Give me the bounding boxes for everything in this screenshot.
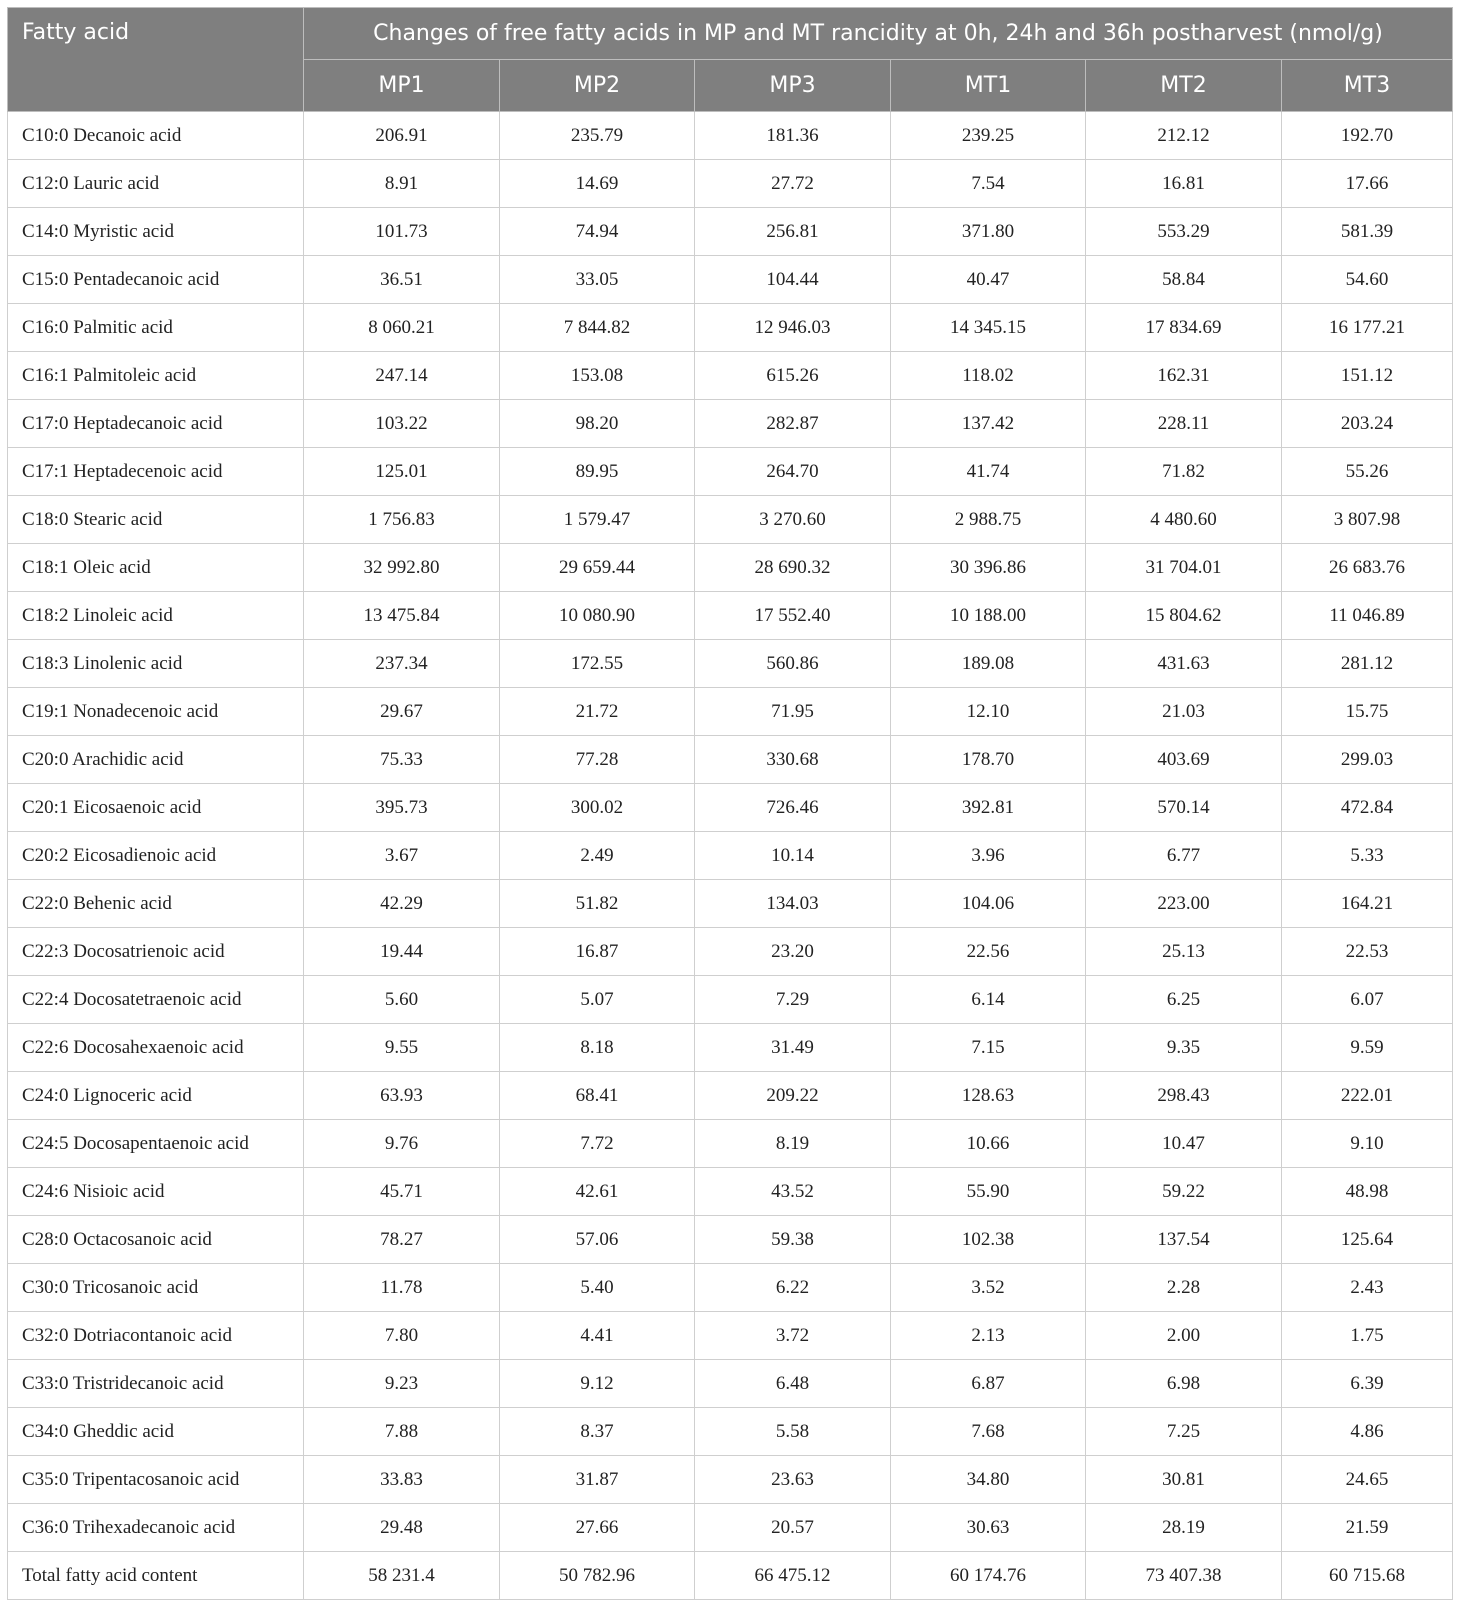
- column-header-mt1: MT1: [891, 60, 1086, 112]
- value-cell-mt3: 48.98: [1282, 1168, 1453, 1216]
- value-cell-mt2: 28.19: [1086, 1504, 1282, 1552]
- fatty-acid-name: C28:0 Octacosanoic acid: [8, 1216, 304, 1264]
- value-cell-mt1: 30 396.86: [891, 544, 1086, 592]
- fatty-acid-name: C18:3 Linolenic acid: [8, 640, 304, 688]
- value-cell-mp2: 27.66: [500, 1504, 695, 1552]
- value-cell-mt1: 7.54: [891, 160, 1086, 208]
- value-cell-mp1: 7.80: [304, 1312, 500, 1360]
- table-row: [8, 832, 1453, 880]
- value-cell-mp3: 28 690.32: [695, 544, 891, 592]
- value-cell-mt2: 25.13: [1086, 928, 1282, 976]
- value-cell-mt3: 11 046.89: [1282, 592, 1453, 640]
- value-cell-mt1: 14 345.15: [891, 304, 1086, 352]
- value-cell-mt3: 2.43: [1282, 1264, 1453, 1312]
- value-cell-mp2: 1 579.47: [500, 496, 695, 544]
- value-cell-mp3: 330.68: [695, 736, 891, 784]
- value-cell-mp2: 9.12: [500, 1360, 695, 1408]
- value-cell-mp3: 27.72: [695, 160, 891, 208]
- value-cell-mt2: 6.98: [1086, 1360, 1282, 1408]
- value-cell-mt1: 6.87: [891, 1360, 1086, 1408]
- value-cell-mt3: 24.65: [1282, 1456, 1453, 1504]
- table-row: [8, 1360, 1453, 1408]
- value-cell-mp3: 23.20: [695, 928, 891, 976]
- fatty-acid-name: C20:0 Arachidic acid: [8, 736, 304, 784]
- value-cell-mp1: 45.71: [304, 1168, 500, 1216]
- fatty-acid-name: C24:6 Nisioic acid: [8, 1168, 304, 1216]
- table-row: [8, 352, 1453, 400]
- table-row: [8, 400, 1453, 448]
- fatty-acid-name: Total fatty acid content: [8, 1552, 304, 1600]
- value-cell-mt3: 9.59: [1282, 1024, 1453, 1072]
- value-cell-mt2: 7.25: [1086, 1408, 1282, 1456]
- value-cell-mp3: 12 946.03: [695, 304, 891, 352]
- table-row: [8, 1072, 1453, 1120]
- value-cell-mt1: 12.10: [891, 688, 1086, 736]
- value-cell-mp3: 6.22: [695, 1264, 891, 1312]
- value-cell-mt1: 2.13: [891, 1312, 1086, 1360]
- value-cell-mt1: 2 988.75: [891, 496, 1086, 544]
- value-cell-mp2: 7 844.82: [500, 304, 695, 352]
- value-cell-mp1: 206.91: [304, 112, 500, 160]
- value-cell-mt2: 6.77: [1086, 832, 1282, 880]
- table-row: [8, 640, 1453, 688]
- fatty-acid-name: C17:0 Heptadecanoic acid: [8, 400, 304, 448]
- table-row: [8, 112, 1453, 160]
- value-cell-mp1: 125.01: [304, 448, 500, 496]
- value-cell-mp2: 14.69: [500, 160, 695, 208]
- value-cell-mp3: 6.48: [695, 1360, 891, 1408]
- table-row: [8, 1024, 1453, 1072]
- value-cell-mp2: 172.55: [500, 640, 695, 688]
- fatty-acid-name: C22:0 Behenic acid: [8, 880, 304, 928]
- value-cell-mp1: 5.60: [304, 976, 500, 1024]
- value-cell-mp2: 10 080.90: [500, 592, 695, 640]
- value-cell-mt1: 118.02: [891, 352, 1086, 400]
- value-cell-mt3: 151.12: [1282, 352, 1453, 400]
- value-cell-mt3: 26 683.76: [1282, 544, 1453, 592]
- value-cell-mt2: 15 804.62: [1086, 592, 1282, 640]
- fatty-acid-name: C18:2 Linoleic acid: [8, 592, 304, 640]
- value-cell-mt1: 137.42: [891, 400, 1086, 448]
- fatty-acid-table: [7, 7, 1453, 1600]
- value-cell-mp3: 209.22: [695, 1072, 891, 1120]
- value-cell-mt1: 34.80: [891, 1456, 1086, 1504]
- value-cell-mt2: 10.47: [1086, 1120, 1282, 1168]
- column-header-mp1: MP1: [304, 60, 500, 112]
- table-row: [8, 496, 1453, 544]
- value-cell-mp2: 8.37: [500, 1408, 695, 1456]
- value-cell-mt3: 16 177.21: [1282, 304, 1453, 352]
- fatty-acid-name: C14:0 Myristic acid: [8, 208, 304, 256]
- value-cell-mp3: 23.63: [695, 1456, 891, 1504]
- value-cell-mp1: 7.88: [304, 1408, 500, 1456]
- value-cell-mt3: 17.66: [1282, 160, 1453, 208]
- value-cell-mt1: 189.08: [891, 640, 1086, 688]
- value-cell-mp3: 181.36: [695, 112, 891, 160]
- value-cell-mt1: 7.68: [891, 1408, 1086, 1456]
- fatty-acid-name: C18:0 Stearic acid: [8, 496, 304, 544]
- value-cell-mp3: 615.26: [695, 352, 891, 400]
- table-row: [8, 928, 1453, 976]
- value-cell-mt3: 6.07: [1282, 976, 1453, 1024]
- value-cell-mp1: 32 992.80: [304, 544, 500, 592]
- value-cell-mt2: 212.12: [1086, 112, 1282, 160]
- value-cell-mt1: 3.52: [891, 1264, 1086, 1312]
- table-row: [8, 736, 1453, 784]
- value-cell-mt2: 431.63: [1086, 640, 1282, 688]
- value-cell-mp1: 8 060.21: [304, 304, 500, 352]
- fatty-acid-name: C19:1 Nonadecenoic acid: [8, 688, 304, 736]
- value-cell-mp1: 29.67: [304, 688, 500, 736]
- table-row: [8, 1408, 1453, 1456]
- value-cell-mt3: 15.75: [1282, 688, 1453, 736]
- value-cell-mt2: 4 480.60: [1086, 496, 1282, 544]
- value-cell-mt2: 553.29: [1086, 208, 1282, 256]
- header-fatty-acid: Fatty acid: [8, 8, 304, 112]
- value-cell-mp2: 68.41: [500, 1072, 695, 1120]
- table-row: [8, 1552, 1453, 1600]
- fatty-acid-name: C17:1 Heptadecenoic acid: [8, 448, 304, 496]
- fatty-acid-name: C34:0 Gheddic acid: [8, 1408, 304, 1456]
- value-cell-mp1: 29.48: [304, 1504, 500, 1552]
- value-cell-mp3: 66 475.12: [695, 1552, 891, 1600]
- value-cell-mp2: 300.02: [500, 784, 695, 832]
- value-cell-mp1: 75.33: [304, 736, 500, 784]
- value-cell-mt1: 3.96: [891, 832, 1086, 880]
- value-cell-mt3: 472.84: [1282, 784, 1453, 832]
- value-cell-mp1: 237.34: [304, 640, 500, 688]
- value-cell-mp2: 21.72: [500, 688, 695, 736]
- value-cell-mt3: 581.39: [1282, 208, 1453, 256]
- value-cell-mp3: 71.95: [695, 688, 891, 736]
- table-row: [8, 784, 1453, 832]
- value-cell-mp3: 560.86: [695, 640, 891, 688]
- fatty-acid-name: C36:0 Trihexadecanoic acid: [8, 1504, 304, 1552]
- fatty-acid-name: C15:0 Pentadecanoic acid: [8, 256, 304, 304]
- value-cell-mt1: 40.47: [891, 256, 1086, 304]
- fatty-acid-name: C10:0 Decanoic acid: [8, 112, 304, 160]
- value-cell-mp1: 247.14: [304, 352, 500, 400]
- value-cell-mt2: 2.28: [1086, 1264, 1282, 1312]
- value-cell-mt1: 128.63: [891, 1072, 1086, 1120]
- value-cell-mp3: 43.52: [695, 1168, 891, 1216]
- value-cell-mp2: 50 782.96: [500, 1552, 695, 1600]
- table-row: [8, 880, 1453, 928]
- value-cell-mp2: 29 659.44: [500, 544, 695, 592]
- value-cell-mp3: 256.81: [695, 208, 891, 256]
- value-cell-mp1: 1 756.83: [304, 496, 500, 544]
- header-group-title: Changes of free fatty acids in MP and MT rancidity at 0h, 24h and 36h postharvest (nmol/g): [304, 8, 1453, 60]
- value-cell-mt3: 6.39: [1282, 1360, 1453, 1408]
- value-cell-mp3: 31.49: [695, 1024, 891, 1072]
- table-row: [8, 1456, 1453, 1504]
- value-cell-mp1: 36.51: [304, 256, 500, 304]
- value-cell-mp1: 42.29: [304, 880, 500, 928]
- value-cell-mt2: 137.54: [1086, 1216, 1282, 1264]
- table-row: [8, 208, 1453, 256]
- value-cell-mp1: 103.22: [304, 400, 500, 448]
- fatty-acid-name: C22:3 Docosatrienoic acid: [8, 928, 304, 976]
- value-cell-mp1: 13 475.84: [304, 592, 500, 640]
- fatty-acid-name: C20:1 Eicosaenoic acid: [8, 784, 304, 832]
- value-cell-mp2: 235.79: [500, 112, 695, 160]
- value-cell-mt2: 71.82: [1086, 448, 1282, 496]
- fatty-acid-name: C24:5 Docosapentaenoic acid: [8, 1120, 304, 1168]
- fatty-acid-name: C35:0 Tripentacosanoic acid: [8, 1456, 304, 1504]
- value-cell-mt2: 6.25: [1086, 976, 1282, 1024]
- value-cell-mt1: 10.66: [891, 1120, 1086, 1168]
- column-header-mt3: MT3: [1282, 60, 1453, 112]
- value-cell-mp3: 264.70: [695, 448, 891, 496]
- value-cell-mt3: 21.59: [1282, 1504, 1453, 1552]
- value-cell-mt3: 125.64: [1282, 1216, 1453, 1264]
- table-row: [8, 1312, 1453, 1360]
- value-cell-mp1: 58 231.4: [304, 1552, 500, 1600]
- value-cell-mt3: 5.33: [1282, 832, 1453, 880]
- table-row: [8, 1120, 1453, 1168]
- value-cell-mp1: 8.91: [304, 160, 500, 208]
- value-cell-mp3: 20.57: [695, 1504, 891, 1552]
- value-cell-mp2: 7.72: [500, 1120, 695, 1168]
- table-row: [8, 592, 1453, 640]
- value-cell-mp3: 59.38: [695, 1216, 891, 1264]
- value-cell-mt1: 102.38: [891, 1216, 1086, 1264]
- value-cell-mt1: 104.06: [891, 880, 1086, 928]
- value-cell-mt1: 7.15: [891, 1024, 1086, 1072]
- value-cell-mt3: 60 715.68: [1282, 1552, 1453, 1600]
- column-header-mp3: MP3: [695, 60, 891, 112]
- value-cell-mt3: 203.24: [1282, 400, 1453, 448]
- value-cell-mp3: 7.29: [695, 976, 891, 1024]
- value-cell-mp2: 51.82: [500, 880, 695, 928]
- value-cell-mt3: 4.86: [1282, 1408, 1453, 1456]
- value-cell-mp3: 17 552.40: [695, 592, 891, 640]
- table-body: [8, 112, 1453, 1600]
- value-cell-mt2: 73 407.38: [1086, 1552, 1282, 1600]
- fatty-acid-name: C22:4 Docosatetraenoic acid: [8, 976, 304, 1024]
- table-row: [8, 544, 1453, 592]
- value-cell-mt1: 41.74: [891, 448, 1086, 496]
- column-header-mt2: MT2: [1086, 60, 1282, 112]
- table-row: [8, 160, 1453, 208]
- table-row: [8, 1264, 1453, 1312]
- value-cell-mp2: 31.87: [500, 1456, 695, 1504]
- value-cell-mt3: 9.10: [1282, 1120, 1453, 1168]
- value-cell-mp2: 98.20: [500, 400, 695, 448]
- value-cell-mt1: 55.90: [891, 1168, 1086, 1216]
- value-cell-mt2: 31 704.01: [1086, 544, 1282, 592]
- value-cell-mt3: 164.21: [1282, 880, 1453, 928]
- value-cell-mt2: 59.22: [1086, 1168, 1282, 1216]
- value-cell-mp3: 104.44: [695, 256, 891, 304]
- value-cell-mt3: 22.53: [1282, 928, 1453, 976]
- value-cell-mt1: 30.63: [891, 1504, 1086, 1552]
- table-row: [8, 256, 1453, 304]
- value-cell-mp2: 77.28: [500, 736, 695, 784]
- value-cell-mp3: 10.14: [695, 832, 891, 880]
- value-cell-mp2: 2.49: [500, 832, 695, 880]
- value-cell-mp3: 3.72: [695, 1312, 891, 1360]
- value-cell-mp1: 19.44: [304, 928, 500, 976]
- value-cell-mt1: 392.81: [891, 784, 1086, 832]
- value-cell-mp2: 89.95: [500, 448, 695, 496]
- value-cell-mt2: 21.03: [1086, 688, 1282, 736]
- table-row: [8, 304, 1453, 352]
- column-header-mp2: MP2: [500, 60, 695, 112]
- value-cell-mp2: 16.87: [500, 928, 695, 976]
- table-row: [8, 448, 1453, 496]
- table-row: [8, 1168, 1453, 1216]
- value-cell-mt3: 281.12: [1282, 640, 1453, 688]
- value-cell-mp1: 78.27: [304, 1216, 500, 1264]
- value-cell-mt2: 30.81: [1086, 1456, 1282, 1504]
- fatty-acid-name: C12:0 Lauric acid: [8, 160, 304, 208]
- value-cell-mp1: 9.55: [304, 1024, 500, 1072]
- value-cell-mp1: 395.73: [304, 784, 500, 832]
- value-cell-mt1: 60 174.76: [891, 1552, 1086, 1600]
- table-row: [8, 976, 1453, 1024]
- value-cell-mt3: 54.60: [1282, 256, 1453, 304]
- value-cell-mt1: 10 188.00: [891, 592, 1086, 640]
- value-cell-mp2: 4.41: [500, 1312, 695, 1360]
- value-cell-mp1: 101.73: [304, 208, 500, 256]
- value-cell-mt1: 239.25: [891, 112, 1086, 160]
- table-row: [8, 1216, 1453, 1264]
- table-row: [8, 688, 1453, 736]
- value-cell-mt2: 223.00: [1086, 880, 1282, 928]
- fatty-acid-name: C32:0 Dotriacontanoic acid: [8, 1312, 304, 1360]
- value-cell-mp1: 9.23: [304, 1360, 500, 1408]
- value-cell-mp2: 42.61: [500, 1168, 695, 1216]
- value-cell-mp2: 153.08: [500, 352, 695, 400]
- value-cell-mp2: 33.05: [500, 256, 695, 304]
- value-cell-mt2: 16.81: [1086, 160, 1282, 208]
- header-row-group: [8, 8, 1453, 60]
- value-cell-mt2: 298.43: [1086, 1072, 1282, 1120]
- value-cell-mp2: 74.94: [500, 208, 695, 256]
- value-cell-mp2: 5.07: [500, 976, 695, 1024]
- value-cell-mp3: 3 270.60: [695, 496, 891, 544]
- value-cell-mp1: 9.76: [304, 1120, 500, 1168]
- value-cell-mp1: 11.78: [304, 1264, 500, 1312]
- value-cell-mp3: 726.46: [695, 784, 891, 832]
- value-cell-mp2: 5.40: [500, 1264, 695, 1312]
- fatty-acid-name: C16:1 Palmitoleic acid: [8, 352, 304, 400]
- value-cell-mt1: 6.14: [891, 976, 1086, 1024]
- value-cell-mt2: 2.00: [1086, 1312, 1282, 1360]
- value-cell-mt3: 299.03: [1282, 736, 1453, 784]
- value-cell-mt3: 1.75: [1282, 1312, 1453, 1360]
- value-cell-mt3: 222.01: [1282, 1072, 1453, 1120]
- value-cell-mt2: 570.14: [1086, 784, 1282, 832]
- value-cell-mt1: 22.56: [891, 928, 1086, 976]
- fatty-acid-name: C16:0 Palmitic acid: [8, 304, 304, 352]
- value-cell-mt2: 9.35: [1086, 1024, 1282, 1072]
- value-cell-mp3: 134.03: [695, 880, 891, 928]
- fatty-acid-name: C22:6 Docosahexaenoic acid: [8, 1024, 304, 1072]
- value-cell-mp1: 33.83: [304, 1456, 500, 1504]
- fatty-acid-name: C20:2 Eicosadienoic acid: [8, 832, 304, 880]
- value-cell-mp1: 3.67: [304, 832, 500, 880]
- fatty-acid-name: C18:1 Oleic acid: [8, 544, 304, 592]
- value-cell-mt2: 17 834.69: [1086, 304, 1282, 352]
- value-cell-mp3: 8.19: [695, 1120, 891, 1168]
- value-cell-mp3: 282.87: [695, 400, 891, 448]
- fatty-acid-name: C24:0 Lignoceric acid: [8, 1072, 304, 1120]
- value-cell-mt2: 162.31: [1086, 352, 1282, 400]
- fatty-acid-name: C33:0 Tristridecanoic acid: [8, 1360, 304, 1408]
- value-cell-mt3: 55.26: [1282, 448, 1453, 496]
- value-cell-mt3: 3 807.98: [1282, 496, 1453, 544]
- fatty-acid-name: C30:0 Tricosanoic acid: [8, 1264, 304, 1312]
- value-cell-mt3: 192.70: [1282, 112, 1453, 160]
- value-cell-mp2: 8.18: [500, 1024, 695, 1072]
- value-cell-mt2: 58.84: [1086, 256, 1282, 304]
- value-cell-mt1: 178.70: [891, 736, 1086, 784]
- value-cell-mt2: 403.69: [1086, 736, 1282, 784]
- value-cell-mt2: 228.11: [1086, 400, 1282, 448]
- value-cell-mp2: 57.06: [500, 1216, 695, 1264]
- value-cell-mp3: 5.58: [695, 1408, 891, 1456]
- value-cell-mt1: 371.80: [891, 208, 1086, 256]
- table-row: [8, 1504, 1453, 1552]
- value-cell-mp1: 63.93: [304, 1072, 500, 1120]
